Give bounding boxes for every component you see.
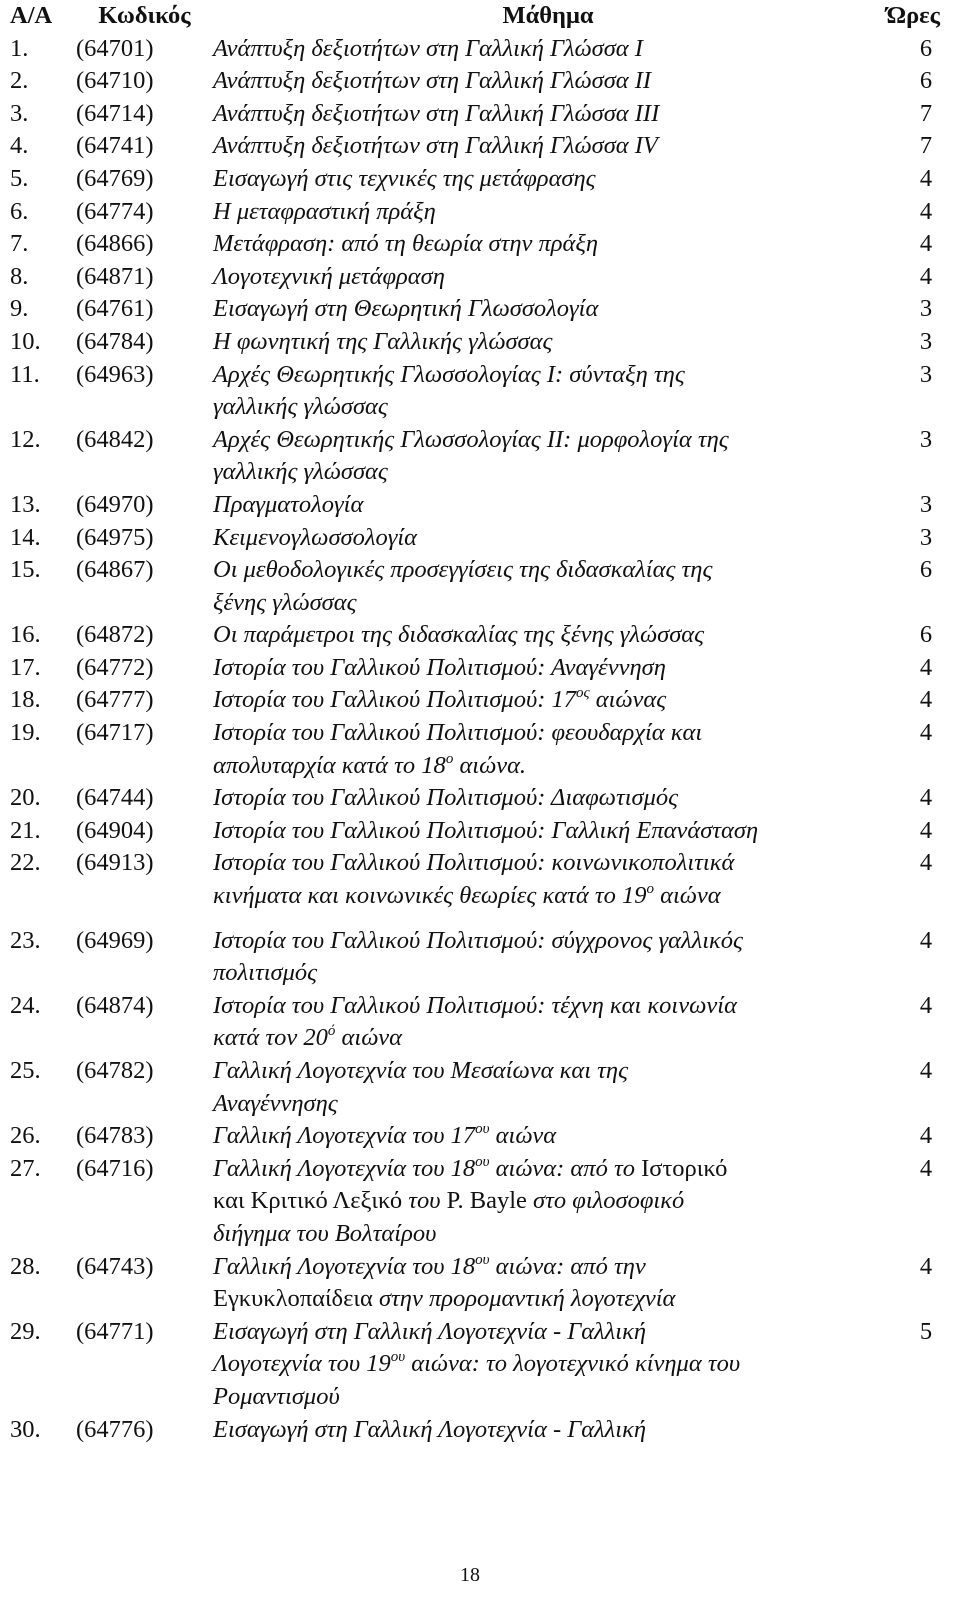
course-hours: [883, 1055, 940, 1120]
course-hours: [883, 293, 940, 326]
table-row: [10, 65, 940, 98]
hours-value: 4: [919, 816, 933, 844]
course-title-part: αιώνα: το λογοτεχνικό κίνημα του: [405, 1350, 741, 1378]
course-title-part: ξένης γλώσσας: [213, 588, 357, 616]
course-title-part: κινήματα και κοινωνικές θεωρίες κατά το 19: [213, 882, 647, 910]
course-title: [213, 261, 883, 294]
course-title: [213, 1414, 883, 1447]
table-row: [10, 1414, 940, 1447]
course-hours: [883, 717, 940, 782]
course-title-part: Ιστορία του Γαλλικού Πολιτισμού: Γαλλική Επανάσταση: [213, 816, 759, 844]
course-title: [213, 684, 883, 717]
course-title-part: αιώνα: από το: [489, 1154, 642, 1182]
course-title-part: Εισαγωγή στη Γαλλική Λογοτεχνία - Γαλλική: [213, 1415, 646, 1443]
header-course: Μάθημα: [502, 2, 594, 29]
course-title-part: Η μεταφραστική πράξη: [213, 197, 436, 225]
header-hours: Ώρες: [886, 2, 940, 29]
table-row: [10, 163, 940, 196]
course-code: (64871): [76, 262, 154, 290]
course-code: (64867): [76, 556, 154, 584]
course-hours: [883, 65, 940, 98]
course-hours: [883, 1414, 940, 1447]
course-code: (64975): [76, 523, 154, 551]
row-number: 30.: [10, 1415, 41, 1443]
table-row: [10, 913, 940, 990]
course-code: (64772): [76, 653, 154, 681]
hours-value: 4: [919, 1057, 933, 1084]
course-title: [213, 522, 883, 555]
row-number: 9.: [10, 295, 29, 323]
table-row: [10, 130, 940, 163]
row-number: 20.: [10, 784, 41, 812]
course-hours: [883, 619, 940, 652]
course-hours: [883, 815, 940, 848]
course-title-part: Οι παράμετροι της διδασκαλίας της ξένης γλώσσας: [213, 621, 705, 649]
course-title-part: Εισαγωγή στη Γαλλική Λογοτεχνία - Γαλλική: [213, 1317, 646, 1345]
hours-value: 4: [919, 197, 933, 225]
course-title: [213, 815, 883, 848]
course-code: (64777): [76, 686, 154, 714]
hours-value: 4: [919, 1154, 933, 1182]
course-title: [213, 990, 883, 1055]
course-hours: [883, 554, 940, 619]
course-hours: [883, 359, 940, 424]
hours-value: 7: [919, 99, 933, 127]
course-hours: [883, 990, 940, 1055]
course-title-part: στην προρομαντική λογοτεχνία: [372, 1285, 676, 1313]
hours-value: 4: [919, 991, 933, 1019]
course-code: (64744): [76, 784, 154, 812]
hours-value: 3: [919, 490, 933, 518]
course-title-part: Γαλλική Λογοτεχνία του 17: [213, 1122, 476, 1150]
row-number: 16.: [10, 621, 41, 649]
table-row: [10, 652, 940, 685]
superscript: ος: [576, 685, 590, 702]
course-hours: [883, 684, 940, 717]
course-code: (64710): [76, 67, 154, 95]
course-hours: [883, 782, 940, 815]
row-number: 27.: [10, 1154, 41, 1182]
course-code: (64743): [76, 1252, 154, 1280]
course-code: (64842): [76, 425, 154, 453]
row-number: 26.: [10, 1122, 41, 1150]
superscript: ο: [646, 881, 654, 898]
course-title-part: Γαλλική Λογοτεχνία του 18: [213, 1252, 476, 1280]
table-row: [10, 293, 940, 326]
course-title: [213, 717, 883, 782]
course-title-part: Ιστορία του Γαλλικού Πολιτισμού: σύγχρονος γαλλικός: [213, 926, 743, 954]
course-code: (64970): [76, 490, 154, 518]
course-title-part: του: [402, 1187, 447, 1215]
superscript: ο: [445, 750, 454, 767]
course-title-part: Αρχές Θεωρητικής Γλωσσολογίας ΙΙ: μορφολογία της: [213, 425, 729, 453]
course-hours: [883, 522, 940, 555]
course-code: (64771): [76, 1317, 154, 1345]
course-title-part: P. Bayle: [446, 1187, 527, 1215]
course-title: [213, 196, 883, 229]
course-title-part: Ιστορία του Γαλλικού Πολιτισμού: Διαφωτισμός: [213, 784, 679, 812]
table-row: [10, 1251, 940, 1316]
course-title-part: Ανάπτυξη δεξιοτήτων στη Γαλλική Γλώσσα ΙΙ: [213, 67, 652, 95]
course-title-part: Ιστορία του Γαλλικού Πολιτισμού: 17: [213, 686, 577, 714]
hours-value: 6: [919, 621, 933, 649]
table-row: [10, 33, 940, 66]
course-title: [213, 554, 883, 619]
course-title-part: γαλλικής γλώσσας: [213, 393, 388, 421]
course-code: (64741): [76, 132, 154, 160]
hours-value: 3: [919, 327, 933, 355]
course-hours: [883, 847, 940, 912]
course-title-part: γαλλικής γλώσσας: [213, 458, 388, 486]
course-code: (64784): [76, 327, 154, 355]
hours-value: 3: [919, 523, 933, 551]
row-number: 28.: [10, 1252, 41, 1280]
row-number: 25.: [10, 1057, 41, 1084]
course-title: [213, 782, 883, 815]
course-title-part: πολιτισμός: [213, 959, 318, 987]
course-title-part: κατά τον 20: [213, 1024, 328, 1052]
row-number: 4.: [10, 132, 29, 160]
course-title: [213, 359, 883, 424]
row-number: 3.: [10, 99, 29, 127]
course-title: [213, 424, 883, 489]
course-code: (64969): [76, 926, 154, 954]
hours-value: 4: [919, 653, 933, 681]
table-header-row: [10, 0, 940, 33]
table-row: [10, 1055, 940, 1120]
table-body: [10, 33, 940, 1447]
row-number: 2.: [10, 67, 29, 95]
course-title-part: διήγημα του Βολταίρου: [213, 1219, 437, 1247]
course-title: [213, 1251, 883, 1316]
table-row: [10, 522, 940, 555]
hours-value: 4: [919, 164, 933, 192]
course-hours: [883, 196, 940, 229]
hours-value: 4: [919, 926, 933, 954]
table-row: [10, 717, 940, 782]
course-title-part: Αναγέννησης: [213, 1089, 338, 1117]
row-number: 15.: [10, 556, 41, 584]
hours-value: 3: [919, 360, 933, 388]
course-code: (64782): [76, 1057, 154, 1084]
table-row: [10, 228, 940, 261]
course-code: (64963): [76, 360, 154, 388]
course-title-part: Μετάφραση: από τη θεωρία στην πράξη: [213, 230, 599, 258]
table-row: [10, 990, 940, 1055]
row-number: 21.: [10, 816, 41, 844]
row-number: 11.: [10, 360, 40, 388]
course-code: (64866): [76, 230, 154, 258]
course-title: [213, 489, 883, 522]
row-number: 8.: [10, 262, 29, 290]
table-row: [10, 847, 940, 912]
row-number: 24.: [10, 991, 41, 1019]
course-code: (64913): [76, 849, 154, 877]
course-hours: [883, 1251, 940, 1316]
superscript: ου: [475, 1121, 490, 1138]
course-code: (64872): [76, 621, 154, 649]
course-title: [213, 228, 883, 261]
hours-value: 4: [919, 262, 933, 290]
hours-value: 4: [919, 849, 933, 877]
course-hours: [883, 326, 940, 359]
course-code: (64904): [76, 816, 154, 844]
course-title: [213, 65, 883, 98]
course-hours: [883, 261, 940, 294]
course-title: [213, 98, 883, 131]
hours-value: 4: [919, 686, 933, 714]
hours-value: 6: [919, 34, 933, 62]
hours-value: 4: [919, 1252, 933, 1280]
table-row: [10, 782, 940, 815]
row-number: 17.: [10, 653, 41, 681]
course-hours: [883, 424, 940, 489]
course-title-part: Κειμενογλωσσολογία: [213, 523, 418, 551]
hours-value: 4: [919, 719, 933, 747]
course-title-part: Γαλλική Λογοτεχνία του Μεσαίωνα και της: [213, 1057, 629, 1084]
course-hours: [883, 1316, 940, 1414]
table-row: [10, 554, 940, 619]
course-title-part: Ανάπτυξη δεξιοτήτων στη Γαλλική Γλώσσα ΙΙΙ: [213, 99, 660, 127]
course-title: [213, 847, 883, 912]
course-hours: [883, 163, 940, 196]
course-title-part: αιώνα: [489, 1122, 557, 1150]
course-hours: [883, 130, 940, 163]
row-number: 23.: [10, 926, 41, 954]
course-title-part: αιώνας: [589, 686, 667, 714]
course-code: (64874): [76, 991, 154, 1019]
row-number: 5.: [10, 164, 29, 192]
header-num: Α/Α: [10, 2, 53, 29]
table-row: [10, 196, 940, 229]
table-row: [10, 1120, 940, 1153]
row-number: 29.: [10, 1317, 41, 1345]
course-code: (64761): [76, 295, 154, 323]
course-title: [213, 1153, 883, 1251]
course-code: (64714): [76, 99, 154, 127]
table-row: [10, 424, 940, 489]
course-title-part: Εισαγωγή στη Θεωρητική Γλωσσολογία: [213, 295, 599, 323]
course-hours: [883, 489, 940, 522]
table-row: [10, 98, 940, 131]
course-code: (64774): [76, 197, 154, 225]
course-title-part: αιώνα: [335, 1024, 403, 1052]
course-title-part: Ιστορία του Γαλλικού Πολιτισμού: φεουδαρχία και: [213, 719, 703, 747]
superscript: ό: [327, 1023, 336, 1040]
row-number: 14.: [10, 523, 41, 551]
course-title: [213, 163, 883, 196]
course-title: [213, 913, 883, 990]
course-code: (64701): [76, 34, 154, 62]
course-title: [213, 130, 883, 163]
superscript: ου: [390, 1349, 406, 1366]
course-title-part: Γαλλική Λογοτεχνία του 18: [213, 1154, 476, 1182]
row-number: 19.: [10, 719, 41, 747]
course-title-part: Εισαγωγή στις τεχνικές της μετάφρασης: [213, 164, 596, 192]
course-title-part: Ιστορικό: [641, 1154, 728, 1182]
table-row: [10, 489, 940, 522]
table-row: [10, 261, 940, 294]
course-hours: [883, 913, 940, 990]
course-title: [213, 1055, 883, 1120]
table-row: [10, 1316, 940, 1414]
course-title-part: και Κριτικό Λεξικό: [213, 1187, 403, 1215]
hours-value: 5: [919, 1317, 933, 1345]
course-hours: [883, 228, 940, 261]
course-code: (64717): [76, 719, 154, 747]
table-row: [10, 684, 940, 717]
course-title: [213, 652, 883, 685]
row-number: 6.: [10, 197, 29, 225]
course-hours: [883, 1120, 940, 1153]
hours-value: 7: [919, 132, 933, 160]
course-title-part: Ρομαντισμού: [213, 1382, 340, 1410]
course-table: [10, 0, 940, 1446]
course-title: [213, 33, 883, 66]
course-title-part: απολυταρχία κατά το 18: [213, 751, 446, 779]
course-title-part: Η φωνητική της Γαλλικής γλώσσας: [213, 327, 553, 355]
course-title: [213, 293, 883, 326]
row-number: 1.: [10, 34, 29, 62]
course-title-part: αιώνα: [654, 882, 721, 910]
course-code: (64769): [76, 164, 154, 192]
row-number: 18.: [10, 686, 41, 714]
course-title-part: Ανάπτυξη δεξιοτήτων στη Γαλλική Γλώσσα I: [213, 34, 643, 62]
course-code: (64783): [76, 1122, 154, 1150]
table-row: [10, 1153, 940, 1251]
course-title-part: Αρχές Θεωρητικής Γλωσσολογίας Ι: σύνταξη της: [213, 360, 685, 388]
course-title-part: στο φιλοσοφικό: [526, 1187, 685, 1215]
row-number: 12.: [10, 425, 41, 453]
course-title-part: Ιστορία του Γαλλικού Πολιτισμού: τέχνη και κοινωνία: [213, 991, 737, 1019]
superscript: ου: [475, 1153, 490, 1170]
hours-value: 6: [919, 67, 933, 95]
hours-value: 6: [919, 556, 933, 584]
table-row: [10, 815, 940, 848]
course-code: (64776): [76, 1415, 154, 1443]
row-number: 22.: [10, 849, 41, 877]
course-hours: [883, 98, 940, 131]
course-title: [213, 619, 883, 652]
page-number: 18: [460, 1564, 480, 1586]
course-hours: [883, 33, 940, 66]
course-title: [213, 326, 883, 359]
hours-value: 4: [919, 784, 933, 812]
hours-value: 3: [919, 425, 933, 453]
course-title-part: Εγκυκλοπαίδεια: [213, 1285, 373, 1313]
course-title: [213, 1120, 883, 1153]
course-title-part: Ιστορία του Γαλλικού Πολιτισμού: Αναγέννηση: [213, 653, 666, 681]
course-hours: [883, 1153, 940, 1251]
course-title-part: Λογοτεχνία του 19: [213, 1350, 391, 1378]
course-title-part: Ανάπτυξη δεξιοτήτων στη Γαλλική Γλώσσα ΙV: [213, 132, 658, 160]
course-title: [213, 1316, 883, 1414]
row-number: 7.: [10, 230, 29, 258]
row-number: 13.: [10, 490, 41, 518]
course-code: (64716): [76, 1154, 154, 1182]
table-row: [10, 359, 940, 424]
hours-value: 4: [919, 1122, 933, 1150]
course-title-part: αιώνα.: [453, 751, 527, 779]
row-number: 10.: [10, 327, 41, 355]
header-code: Κωδικός: [98, 2, 191, 29]
course-hours: [883, 652, 940, 685]
superscript: ου: [475, 1251, 490, 1268]
course-title-part: Οι μεθοδολογικές προσεγγίσεις της διδασκαλίας της: [213, 556, 713, 584]
course-title-part: αιώνα: από την: [489, 1252, 646, 1280]
course-title-part: Πραγματολογία: [213, 490, 364, 518]
hours-value: 4: [919, 230, 933, 258]
table-row: [10, 326, 940, 359]
course-title-part: Λογοτεχνική μετάφραση: [213, 262, 445, 290]
hours-value: 3: [919, 295, 933, 323]
table-row: [10, 619, 940, 652]
course-title-part: Ιστορία του Γαλλικού Πολιτισμού: κοινωνικοπολιτικά: [213, 849, 735, 877]
